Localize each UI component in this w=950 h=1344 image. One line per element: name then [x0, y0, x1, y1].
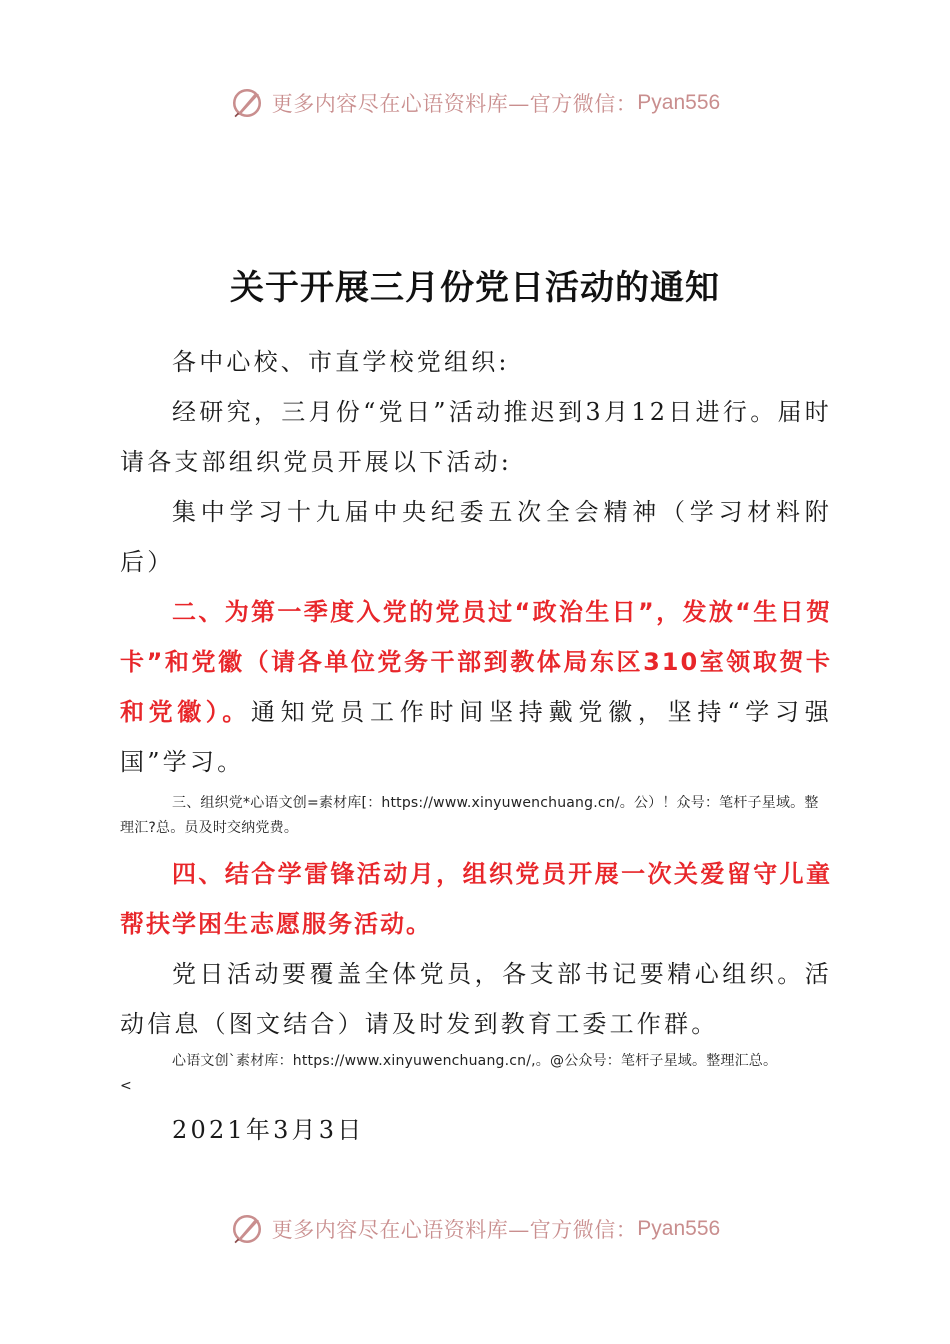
watermark-handle: Pyan556: [637, 1217, 721, 1240]
source-note: 心语文创`素材库：https://www.xinyuwenchuang.cn/,。@公众号：笔杆子星域。整理汇总。: [172, 1053, 778, 1069]
document-title: 关于开展三月份党日活动的通知: [230, 268, 720, 308]
footer-watermark: [0, 1204, 950, 1254]
item-2-paragraph: [120, 587, 832, 787]
item-2-rest: 通知党员工作时间坚持戴党徽，坚持“学习强国”学习。: [120, 698, 832, 776]
quill-pen-logo-icon: [230, 86, 264, 120]
item-2-highlight: 二、为第一季度入党的党员过“政治生日”，发放“生日贺卡”和党徽（请各单位党务干部到教体局东区310室领取贺卡和党徽）。: [120, 598, 832, 726]
watermark-text: 更多内容尽在心语资料库—官方微信：: [271, 92, 638, 116]
item-4-paragraph: 四、结合学雷锋活动月，组织党员开展一次关爱留守儿童帮扶学困生志愿服务活动。: [120, 860, 832, 938]
document-body: [120, 337, 832, 1155]
salutation: 各中心校、市直学校党组织:: [172, 348, 510, 376]
closing-paragraph: 党日活动要覆盖全体党员，各支部书记要精心组织。活动信息（图文结合）请及时发到教育工委工作群。: [120, 960, 832, 1038]
item-1-paragraph: 集中学习十九届中央纪委五次全会精神（学习材料附后）: [120, 498, 832, 576]
watermark-text: 更多内容尽在心语资料库—官方微信：: [271, 1218, 638, 1242]
watermark-handle: Pyan556: [637, 91, 721, 114]
quill-pen-logo-icon: [230, 1212, 264, 1246]
header-watermark: [0, 78, 950, 128]
item-3-paragraph: 三、组织党*心语文创=素材库[：https://www.xinyuwenchuang.cn/。公）！众号：笔杆子星域。整理汇?总。员及时交纳党费。: [120, 795, 819, 836]
intro-paragraph: 经研究，三月份“党日”活动推迟到3月12日进行。届时请各支部组织党员开展以下活动:: [120, 398, 832, 476]
issue-date: 2021年3月3日: [172, 1116, 365, 1144]
note-mark: <: [120, 1078, 132, 1094]
